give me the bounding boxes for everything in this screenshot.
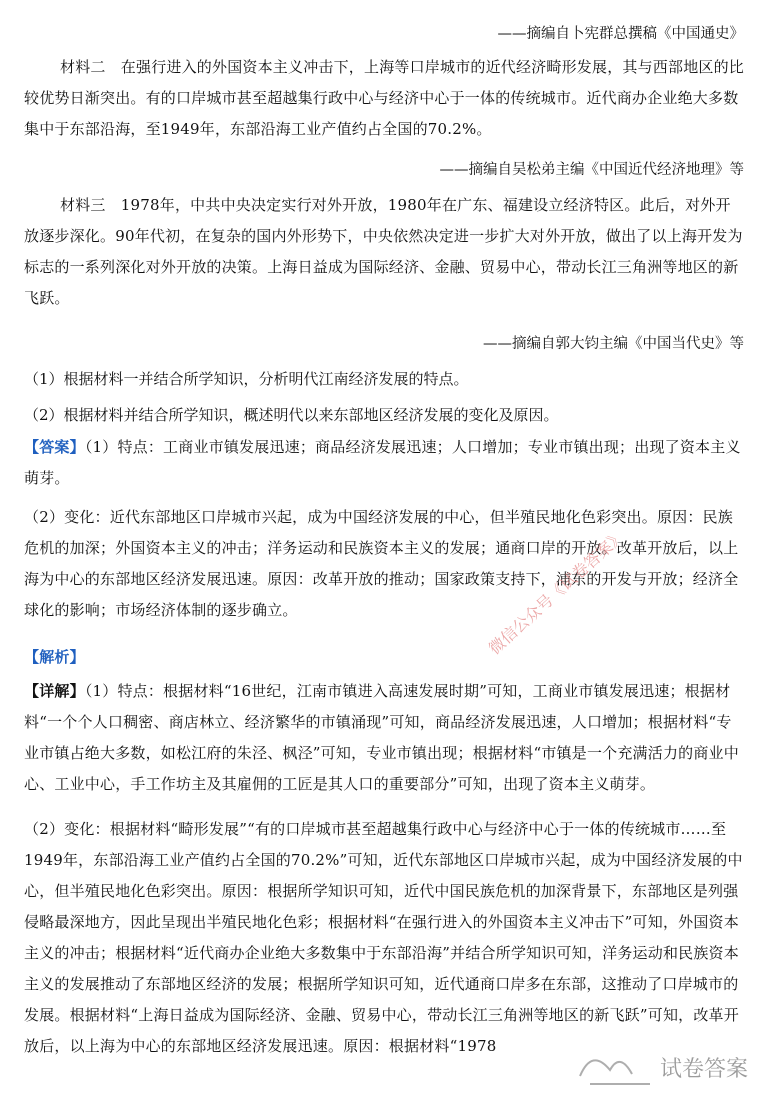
detail-tag: 【详解】 <box>24 682 85 700</box>
source-citation-3: ——摘编自郭大钧主编《中国当代史》等 <box>483 336 744 352</box>
answer-tag: 【答案】 <box>24 438 85 456</box>
material-two: 材料二 在强行进入的外国资本主义冲击下，上海等口岸城市的近代经济畸形发展，其与西部地区的比较优势日渐突出。有的口岸城市甚至超越集行政中心与经济中心于一体的传统城市。近代商办企业绝大多数集中于东部沿海，至1949年，东部沿海工业产值约占全国的70.2%。 <box>24 58 744 138</box>
detail-part-2: （2）变化：根据材料“畸形发展”“有的口岸城市甚至超越集行政中心与经济中心于一体的传统城市……至1949年，东部沿海工业产值约占全国的70.2%”可知，近代东部地区口岸城市兴起，成为中国经济发展的中心，但半殖民地化色彩突出。原因：根据所学知识可知，近代中国民族危机的加深背景下，东部地区是列强侵略最深地方，因此呈现出半殖民地化色彩；根据材料“在强行进入的外国资本主义冲击下”可知，外国资本主义的冲击；根据材料“近代商办企业绝大多数集中于东部沿海”并结合所学知识可知，洋务运动和民族资本主义的发展推动了东部地区经济的发展；根据所学知识可知，近代通商口岸多在东部，这推动了口岸城市的发展。根据材料“上海日益成为国际经济、金融、贸易中心，带动长江三角洲等地区的新飞跃”可知，改革开放后，以上海为中心的东部地区经济发展迅速。原因：根据材料“1978 <box>24 820 743 1055</box>
watermark-stamp: 微信公众号《试卷答案》 <box>484 526 629 659</box>
site-logo-icon <box>560 1036 750 1092</box>
answer-part-2: （2）变化：近代东部地区口岸城市兴起，成为中国经济发展的中心，但半殖民地化色彩突出。原因：民族危机的加深；外国资本主义的冲击；洋务运动和民族资本主义的发展；通商口岸的开放。改革开放后，以上海为中心的东部地区经济发展迅速。原因：改革开放的推动；国家政策支持下，浦东的开发与开放；经济全球化的影响；市场经济体制的逐步确立。 <box>24 508 739 619</box>
detail-part-1 <box>24 676 744 804</box>
source-citation-1: ——摘编自卜宪群总撰稿《中国通史》 <box>497 26 744 42</box>
detail-1-text: （1）特点：根据材料“16世纪，江南市镇进入高速发展时期”可知，工商业市镇发展迅速；根据材料“一个个人口稠密、商店林立、经济繁华的市镇涌现”可知，商品经济发展迅速，人口增加；根据材料“专业市镇占绝大多数，如松江府的朱泾、枫泾”可知，专业市镇出现；根据材料“市镇是一个充满活力的商业中心、工业中心，手工作坊主及其雇佣的工匠是其人口的重要部分”可知，出现了资本主义萌芽。 <box>24 682 739 793</box>
answer-1-text: （1）特点：工商业市镇发展迅速；商品经济发展迅速；人口增加；专业市镇出现；出现了资本主义萌芽。 <box>24 438 741 487</box>
question-2: （2）根据材料并结合所学知识，概述明代以来东部地区经济发展的变化及原因。 <box>24 406 559 424</box>
analysis-tag: 【解析】 <box>24 648 85 666</box>
analysis-heading <box>24 642 744 673</box>
material-three: 材料三 1978年，中共中央决定实行对外开放，1980年在广东、福建设立经济特区。此后，对外开放逐步深化。90年代初，在复杂的国内外形势下，中央依然决定进一步扩大对外开放，做出了以上海开发为标志的一系列深化对外开放的决策。上海日益成为国际经济、金融、贸易中心，带动长江三角洲等地区的新飞跃。 <box>24 196 743 307</box>
answer-part-1 <box>24 432 744 496</box>
source-citation-2: ——摘编自吴松弟主编《中国近代经济地理》等 <box>439 162 744 178</box>
logo-text: 试卷答案 <box>660 1057 749 1082</box>
question-1: （1）根据材料一并结合所学知识，分析明代江南经济发展的特点。 <box>24 370 469 388</box>
